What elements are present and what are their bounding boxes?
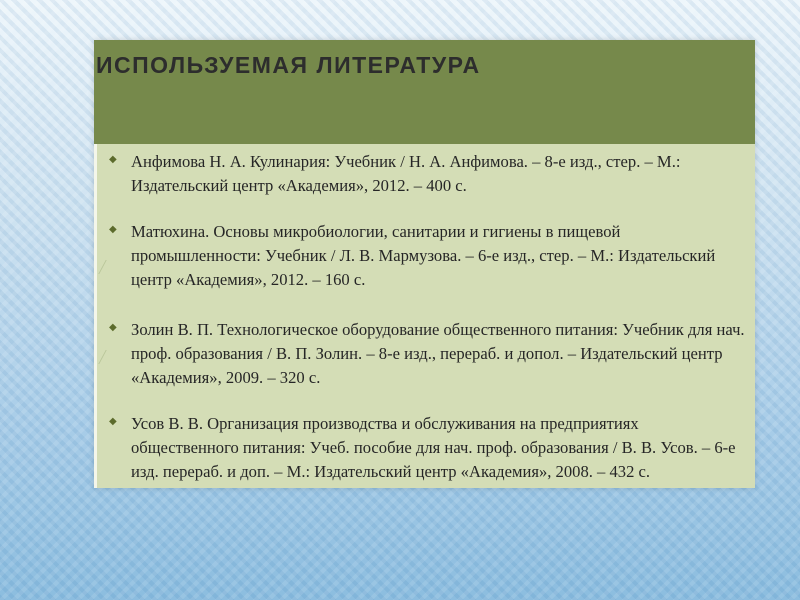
reference-text: Матюхина. Основы микробиологии, санитарии и гигиены в пищевой промышленности: Учебник / Л. В. Мармузова. – 6-е изд., стер. – М.: Издательский центр «Академия», 2012. – 160 с.: [131, 222, 716, 289]
slide-title: ИСПОЛЬЗУЕМАЯ ЛИТЕРАТУРА: [96, 52, 481, 78]
reference-item: [109, 150, 749, 198]
references-list: [94, 144, 755, 488]
reference-item: [109, 220, 749, 292]
title-bar: [94, 40, 755, 144]
reference-item: [109, 412, 749, 484]
reference-text: Анфимова Н. А. Кулинария: Учебник / Н. А. Анфимова. – 8-е изд., стер. – М.: Издательский центр «Академия», 2012. – 400 с.: [131, 152, 681, 195]
reference-item: [109, 318, 749, 390]
reference-text: Золин В. П. Технологическое оборудование общественного питания: Учебник для нач. проф. образования / В. П. Золин. – 8-е изд., перераб. и допол. – Издательский центр «Академия», 2009. – 320 с.: [131, 320, 745, 387]
slide: [94, 40, 755, 488]
diamond-bullet-icon: ◆: [109, 154, 117, 165]
diamond-bullet-icon: ◆: [109, 416, 117, 427]
reference-text: Усов В. В. Организация производства и обслуживания на предприятиях общественного питания: Учеб. пособие для нач. проф. образования / В. В. Усов. – 6-е изд. перераб. и доп. – М.: Издательский центр «Академия», 2008. – 432 с.: [131, 414, 736, 481]
diamond-bullet-icon: ◆: [109, 224, 117, 235]
diamond-bullet-icon: ◆: [109, 322, 117, 333]
